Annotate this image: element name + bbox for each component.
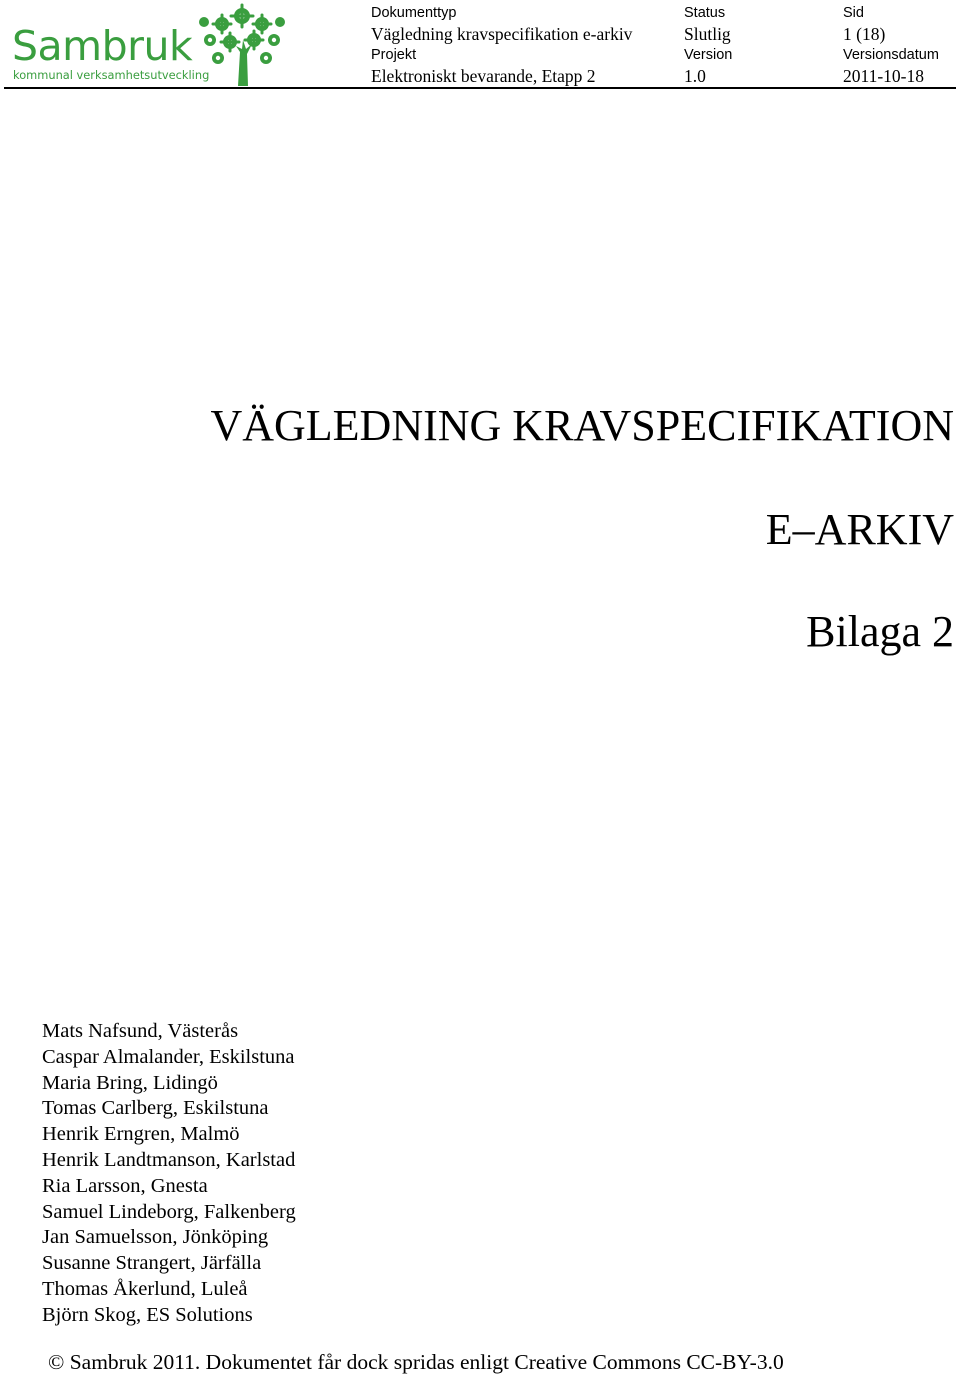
author-item: Susanne Strangert, Järfälla <box>42 1252 262 1275</box>
doc-type-label: Dokumenttyp <box>371 5 457 21</box>
sambruk-logo <box>8 2 298 86</box>
page-header <box>0 0 960 90</box>
author-list <box>42 1019 296 1329</box>
author-item: Samuel Lindeborg, Falkenberg <box>42 1200 296 1223</box>
status-label: Status <box>684 5 726 21</box>
author-item: Tomas Carlberg, Eskilstuna <box>42 1097 269 1120</box>
author-item: Björn Skog, ES Solutions <box>42 1303 253 1326</box>
version-value: 1.0 <box>684 66 706 86</box>
author-item: Thomas Åkerlund, Luleå <box>42 1277 248 1300</box>
document-subtitle: E–ARKIV <box>765 505 954 554</box>
version-date-label: Versionsdatum <box>843 47 939 63</box>
header-divider <box>4 87 956 89</box>
author-item: Ria Larsson, Gnesta <box>42 1174 208 1197</box>
status-value: Slutlig <box>684 24 731 44</box>
copyright-footer: © Sambruk 2011. Dokumentet får dock spridas enligt Creative Commons CC-BY-3.0 <box>48 1350 784 1374</box>
project-label: Projekt <box>371 47 417 63</box>
doc-type-value: Vägledning kravspecifikation e-arkiv <box>371 24 633 44</box>
author-item: Henrik Erngren, Malmö <box>42 1123 240 1146</box>
version-date-value: 2011-10-18 <box>843 66 925 86</box>
logo-wordmark: Sambruk <box>12 22 193 70</box>
version-label: Version <box>684 47 733 63</box>
author-item: Henrik Landtmanson, Karlstad <box>42 1148 296 1171</box>
logo-tagline: kommunal verksamhetsutveckling <box>13 68 210 82</box>
author-item: Mats Nafsund, Västerås <box>42 1020 239 1042</box>
document-title: VÄGLEDNING KRAVSPECIFIKATION <box>210 401 954 450</box>
author-item: Caspar Almalander, Eskilstuna <box>42 1045 295 1068</box>
page-number: 1 (18) <box>843 24 886 44</box>
gear-tree-icon <box>196 2 288 86</box>
project-value: Elektroniskt bevarande, Etapp 2 <box>371 66 596 86</box>
author-item: Maria Bring, Lidingö <box>42 1071 218 1094</box>
author-item: Jan Samuelsson, Jönköping <box>42 1226 269 1249</box>
page-label: Sid <box>843 5 864 21</box>
appendix-label: Bilaga 2 <box>806 607 954 656</box>
